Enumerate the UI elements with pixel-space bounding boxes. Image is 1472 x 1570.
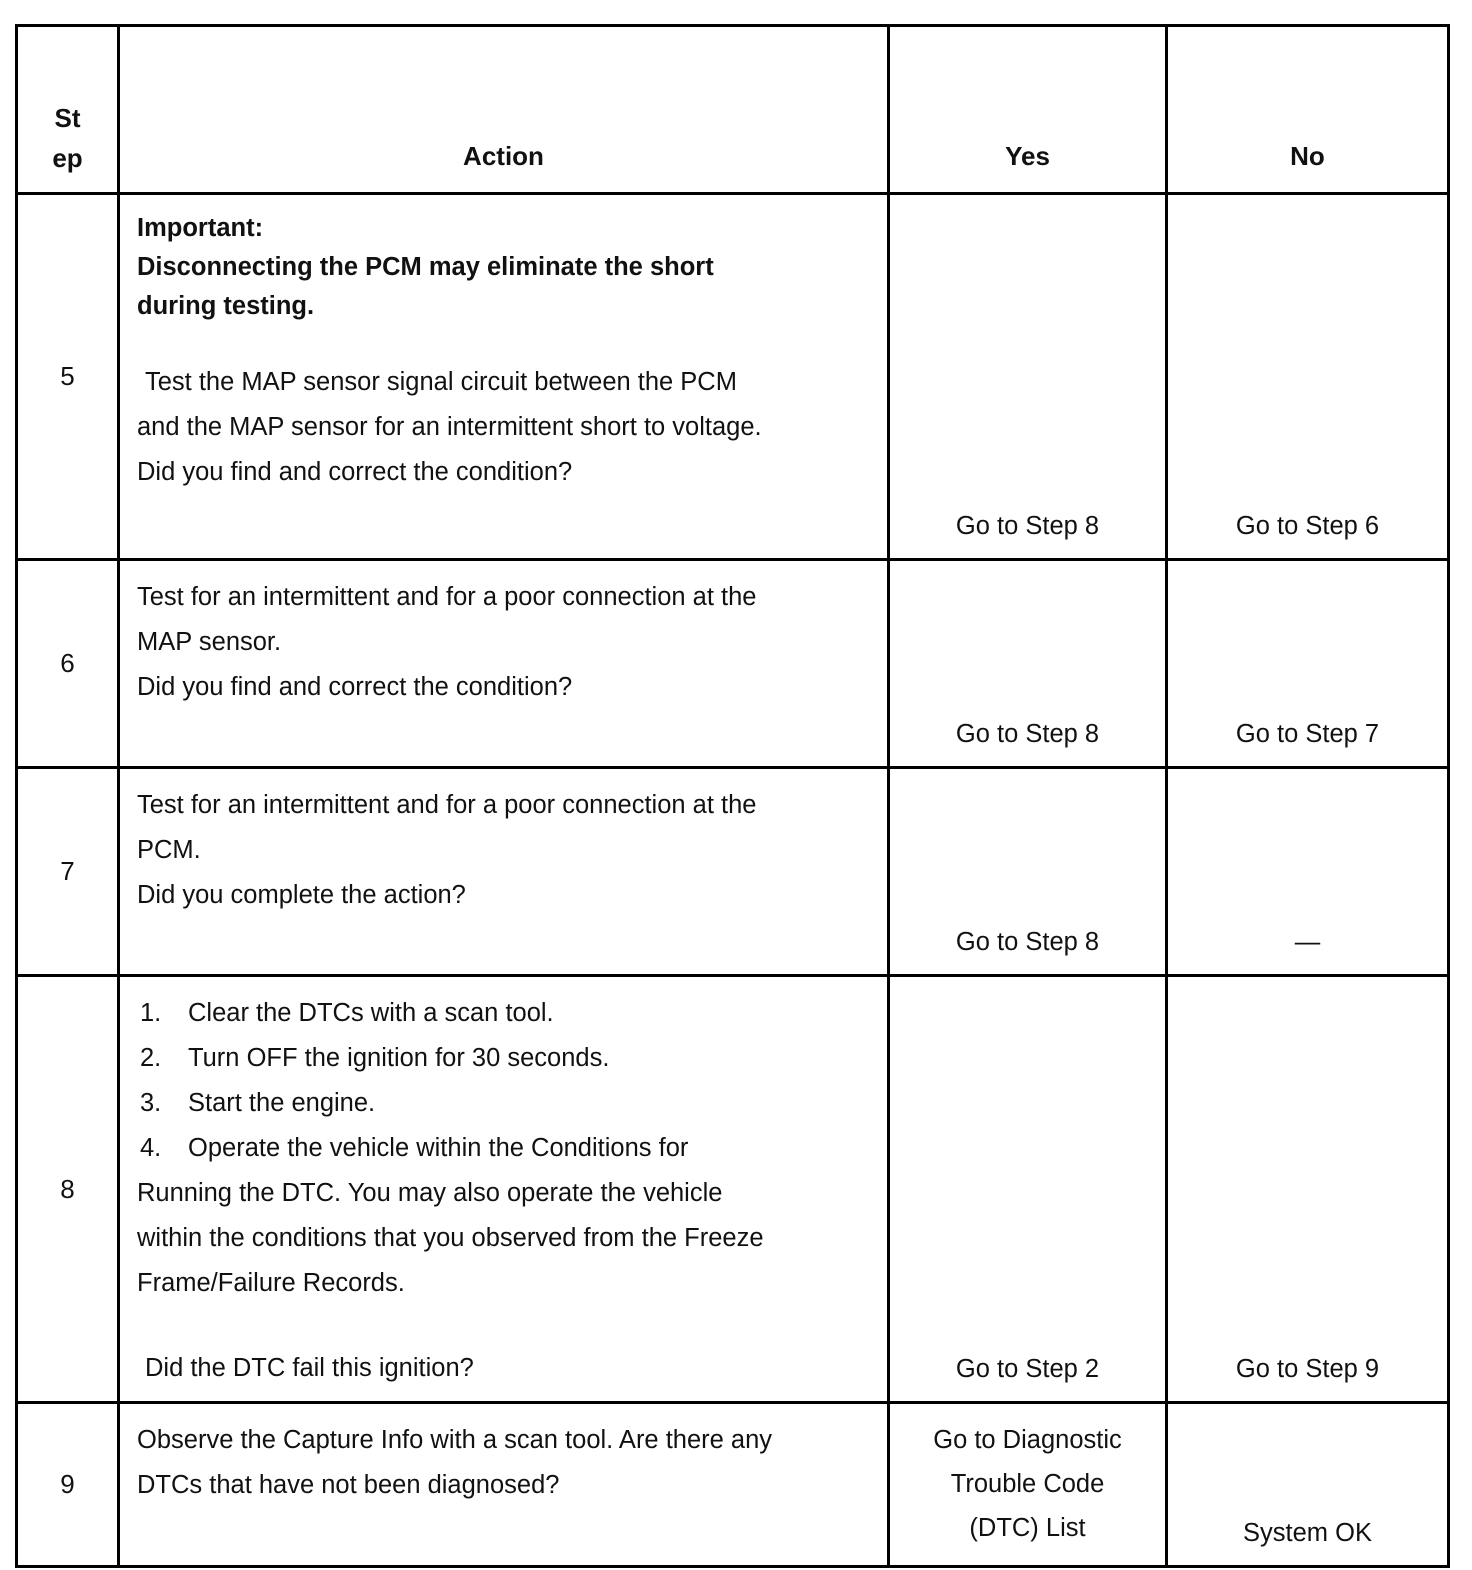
action-cell [119, 560, 889, 768]
action-text: Test for an intermittent and for a poor connection at the [137, 791, 757, 819]
step-list [137, 991, 877, 1171]
no-cell: System OK [1167, 1403, 1449, 1567]
action-text: Frame/Failure Records. [137, 1269, 405, 1297]
action-text: DTCs that have not been diagnosed? [137, 1471, 560, 1499]
action-question: Did the DTC fail this ignition? [145, 1354, 474, 1382]
action-text: Test the MAP sensor signal circuit between the PCM [145, 368, 737, 396]
no-cell: Go to Step 7 [1167, 560, 1449, 768]
yes-cell: Go to Step 2 [889, 976, 1167, 1403]
action-text: Did you find and correct the condition? [137, 673, 573, 701]
table-row [17, 1403, 1449, 1567]
list-item: 2. Turn OFF the ignition for 30 seconds. [140, 1044, 610, 1072]
yes-cell: Go to Step 8 [889, 768, 1167, 976]
header-no: No [1167, 26, 1449, 194]
action-text: and the MAP sensor for an intermittent short to voltage. [137, 413, 762, 441]
action-cell [119, 194, 889, 560]
step-number: 9 [17, 1403, 119, 1567]
header-action: Action [119, 26, 889, 194]
action-text: Did you complete the action? [137, 881, 466, 909]
important-text: during testing. [137, 292, 315, 320]
no-cell: Go to Step 9 [1167, 976, 1449, 1403]
no-cell: — [1167, 768, 1449, 976]
header-step-line2: ep [52, 143, 83, 173]
table-row [17, 976, 1449, 1403]
important-label: Important: [137, 214, 264, 242]
action-cell [119, 1403, 889, 1567]
no-cell: Go to Step 6 [1167, 194, 1449, 560]
action-text: PCM. [137, 836, 201, 864]
action-text: MAP sensor. [137, 628, 282, 656]
table-row [17, 560, 1449, 768]
action-text: Test for an intermittent and for a poor connection at the [137, 583, 757, 611]
step-number: 6 [17, 560, 119, 768]
list-item: 1. Clear the DTCs with a scan tool. [140, 999, 554, 1027]
step-number: 8 [17, 976, 119, 1403]
action-cell [119, 976, 889, 1403]
header-yes: Yes [889, 26, 1167, 194]
table-row [17, 194, 1449, 560]
yes-cell: Go to Step 8 [889, 194, 1167, 560]
list-item: 3. Start the engine. [140, 1089, 376, 1117]
action-text: within the conditions that you observed from the Freeze [137, 1224, 764, 1252]
action-text: Observe the Capture Info with a scan tool. Are there any [137, 1426, 773, 1454]
header-step-line1: St [54, 103, 81, 133]
step-number: 7 [17, 768, 119, 976]
action-text: Running the DTC. You may also operate the vehicle [137, 1179, 723, 1207]
header-step [17, 26, 119, 194]
table-header-row [17, 26, 1449, 194]
yes-cell: Go to Diagnostic Trouble Code (DTC) List [889, 1403, 1167, 1567]
action-text: Did you find and correct the condition? [137, 458, 573, 486]
important-text: Disconnecting the PCM may eliminate the short [137, 253, 714, 281]
table-row [17, 768, 1449, 976]
action-cell [119, 768, 889, 976]
yes-cell: Go to Step 8 [889, 560, 1167, 768]
list-item: 4. Operate the vehicle within the Conditions for [140, 1134, 689, 1162]
diagnostic-table [15, 24, 1450, 1568]
step-number: 5 [17, 194, 119, 560]
